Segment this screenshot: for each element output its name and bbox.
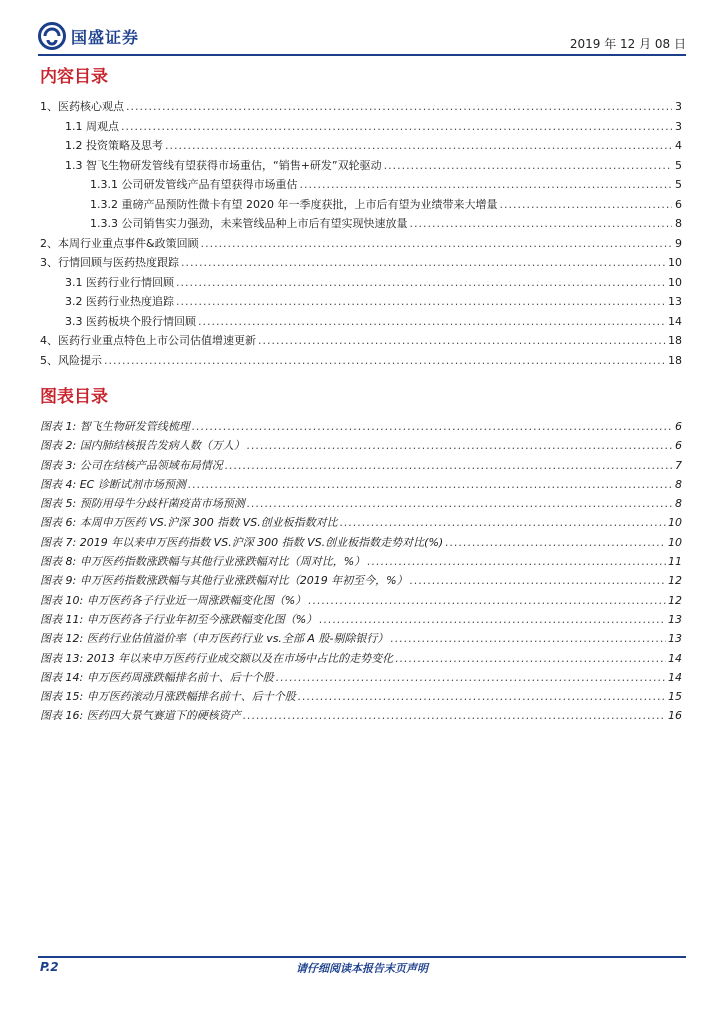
figure-entry-page: 14 (668, 651, 682, 665)
figure-entry[interactable] (40, 552, 682, 571)
figure-entry-label: 图表 2: 国内肺结核报告发病人数（万人） (40, 439, 245, 453)
figure-entry-label: 图表 15: 申万医药滚动月涨跌幅排名前十、后十个股 (40, 690, 296, 704)
dot-leader (384, 156, 672, 176)
figure-entry-label: 图表 11: 申万医药各子行业年初至今涨跌幅变化图（%） (40, 612, 318, 626)
dot-leader (410, 571, 666, 590)
toc-entry-label: 1、医药核心观点 (40, 100, 124, 113)
disclaimer-note: 请仔细阅读本报告末页声明 (296, 962, 428, 975)
logo-text: 国盛证券 (71, 27, 140, 47)
toc-entry-label: 1.2 投资策略及思考 (65, 139, 163, 152)
dot-leader (181, 253, 666, 273)
dot-leader (225, 456, 672, 475)
dot-leader (395, 649, 666, 668)
toc-entry[interactable] (40, 351, 682, 371)
figure-entry[interactable] (40, 494, 682, 513)
brand-logo (38, 22, 139, 50)
toc-entry[interactable] (40, 136, 682, 156)
dot-leader (319, 610, 666, 629)
figure-entry-label: 图表 5: 预防用母牛分歧杆菌疫苗市场预测 (40, 497, 245, 511)
dot-leader (390, 629, 666, 648)
toc-entry-page: 18 (668, 334, 682, 347)
dot-leader (126, 97, 672, 117)
toc-entry-page: 18 (668, 353, 682, 367)
dot-leader (276, 668, 666, 687)
figure-entry-label: 图表 9: 申万医药指数涨跌幅与其他行业涨跌幅对比（2019 年初至今，%） (40, 574, 408, 588)
toc-entry[interactable] (40, 156, 682, 176)
figure-entry-page: 13 (668, 612, 682, 626)
dot-leader (176, 273, 666, 293)
figure-entry[interactable] (40, 668, 682, 687)
figure-entry[interactable] (40, 610, 682, 629)
toc-entry[interactable] (40, 234, 682, 254)
figure-entry-page: 10 (668, 516, 682, 530)
toc-entry-label: 3、行情回顾与医药热度跟踪 (40, 256, 179, 269)
dot-leader (367, 552, 666, 571)
figure-entry-label: 图表 13: 2013 年以来申万医药行业成交额以及在市场中占比的走势变化 (40, 651, 394, 665)
dot-leader (121, 117, 672, 137)
toc-entry-label: 2、本周行业重点事件&政策回顾 (40, 236, 199, 250)
page-number: P.2 (40, 960, 59, 974)
dot-leader (198, 312, 666, 332)
toc-entry-page: 5 (675, 178, 682, 191)
figure-entry-label: 图表 10: 申万医药各子行业近一周涨跌幅变化图（%） (40, 593, 307, 607)
figure-entry[interactable] (40, 436, 682, 455)
header-divider (38, 54, 686, 56)
figure-entry-label: 图表 8: 申万医药指数涨跌幅与其他行业涨跌幅对比（周对比，%） (40, 555, 366, 569)
toc-entry-label: 3.1 医药行业行情回顾 (65, 275, 174, 289)
dot-leader (201, 234, 672, 254)
figure-entry[interactable] (40, 629, 682, 648)
figure-entry-page: 16 (668, 709, 682, 723)
figure-entry-page: 8 (675, 477, 682, 491)
figure-entry-label: 图表 14: 申万医药周涨跌幅排名前十、后十个股 (40, 670, 274, 684)
dot-leader (247, 436, 672, 455)
toc-entry-page: 6 (675, 197, 682, 211)
figure-entry-page: 12 (668, 574, 682, 588)
figure-entry-label: 图表 1: 智飞生物研发管线梳理 (40, 420, 190, 433)
toc-entry-page: 9 (675, 236, 682, 250)
figure-entry-label: 图表 4: EC 诊断试剂市场预测 (40, 477, 186, 491)
figure-entry[interactable] (40, 417, 682, 436)
report-date: 2019 年 12 月 08 日 (569, 37, 686, 51)
toc-entry-label: 3.3 医药板块个股行情回顾 (65, 314, 196, 328)
figure-entry[interactable] (40, 571, 682, 590)
dot-leader (499, 195, 672, 215)
toc-entry-page: 3 (675, 119, 682, 133)
dot-leader (299, 175, 672, 195)
toc-entry-page: 8 (675, 217, 682, 230)
toc-entry-page: 10 (668, 256, 682, 269)
figure-entry-page: 14 (668, 670, 682, 684)
dot-leader (445, 533, 666, 552)
figure-entry-page: 13 (668, 632, 682, 646)
figure-entry[interactable] (40, 687, 682, 706)
dot-leader (308, 591, 666, 610)
dot-leader (165, 136, 672, 156)
figure-entry-page: 11 (668, 555, 682, 569)
figure-entry-page: 6 (675, 439, 682, 453)
toc-entry-label: 1.3 智飞生物研发管线有望获得市场重估，“销售+研发”双轮驱动 (65, 158, 382, 172)
figure-entry-page: 8 (675, 497, 682, 511)
toc-entry-page: 4 (675, 139, 682, 152)
figure-entry[interactable] (40, 513, 682, 532)
dot-leader (298, 687, 666, 706)
footer-divider (38, 956, 686, 958)
dot-leader (104, 351, 666, 371)
dot-leader (409, 214, 672, 234)
figure-entry-page: 15 (668, 690, 682, 704)
figures-title: 图表目录 (40, 387, 108, 407)
toc-entry[interactable] (40, 117, 682, 137)
dot-leader (176, 292, 666, 312)
toc-entry[interactable] (40, 312, 682, 332)
toc-entry[interactable] (40, 195, 682, 215)
contents-list (40, 97, 682, 370)
figure-entry-label: 图表 12: 医药行业估值溢价率（申万医药行业 vs.全部 A 股-剔除银行） (40, 632, 389, 646)
figure-entry[interactable] (40, 475, 682, 494)
figure-entry-label: 图表 3: 公司在结核产品领域布局情况 (40, 458, 223, 472)
figure-entry-page: 12 (668, 593, 682, 607)
toc-entry[interactable] (40, 97, 682, 117)
dot-leader (247, 494, 672, 513)
figure-entry[interactable] (40, 591, 682, 610)
toc-entry-page: 10 (668, 275, 682, 289)
figure-entry-label: 图表 7: 2019 年以来申万医药指数 VS.沪深 300 指数 VS.创业板指数走势对比(%) (40, 535, 444, 549)
figure-entry[interactable] (40, 456, 682, 475)
toc-entry[interactable] (40, 273, 682, 293)
toc-entry[interactable] (40, 175, 682, 195)
figures-list (40, 417, 682, 726)
toc-entry-label: 1.3.3 公司销售实力强劲，未来管线品种上市后有望实现快速放量 (90, 217, 408, 230)
dot-leader (188, 475, 672, 494)
toc-entry-page: 3 (675, 100, 682, 113)
toc-entry-label: 5、风险提示 (40, 353, 102, 367)
toc-entry-label: 1.1 周观点 (65, 119, 119, 133)
toc-entry[interactable] (40, 253, 682, 273)
figure-entry[interactable] (40, 533, 682, 552)
figure-entry-page: 6 (675, 420, 682, 433)
toc-entry[interactable] (40, 331, 682, 351)
toc-entry[interactable] (40, 214, 682, 234)
figure-entry[interactable] (40, 706, 682, 725)
toc-title: 内容目录 (40, 67, 108, 87)
dot-leader (340, 513, 666, 532)
figure-entry-label: 图表 16: 医药四大景气赛道下的硬核资产 (40, 709, 241, 723)
dot-leader (243, 706, 666, 725)
toc-entry-label: 1.3.1 公司研发管线产品有望获得市场重估 (90, 178, 298, 191)
figure-entry-label: 图表 6: 本周申万医药 VS.沪深 300 指数 VS.创业板指数对比 (40, 516, 338, 530)
figure-entry-page: 7 (675, 458, 682, 472)
page-header (38, 22, 686, 54)
toc-entry-label: 1.3.2 重磅产品预防性微卡有望 2020 年一季度获批，上市后有望为业绩带来大增量 (90, 197, 498, 211)
dot-leader (258, 331, 666, 351)
toc-entry-label: 3.2 医药行业热度追踪 (65, 295, 174, 308)
toc-entry-label: 4、医药行业重点特色上市公司估值增速更新 (40, 334, 256, 347)
toc-entry-page: 14 (668, 314, 682, 328)
figure-entry[interactable] (40, 649, 682, 668)
toc-entry[interactable] (40, 292, 682, 312)
toc-entry-page: 5 (675, 158, 682, 172)
dot-leader (192, 417, 672, 436)
figure-entry-page: 10 (668, 535, 682, 549)
logo-icon (38, 22, 66, 50)
toc-entry-page: 13 (668, 295, 682, 308)
